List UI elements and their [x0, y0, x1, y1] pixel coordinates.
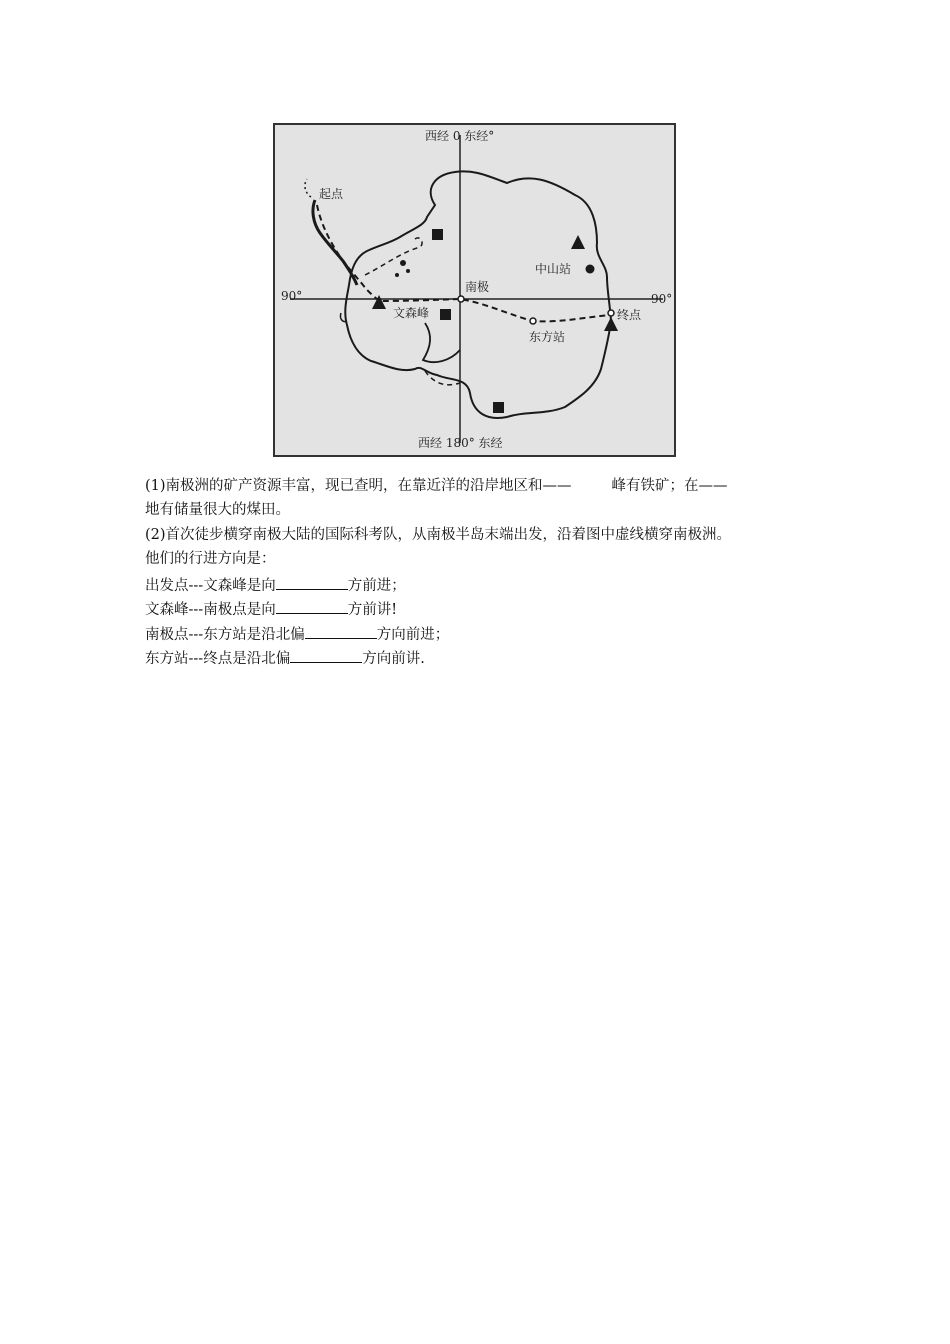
- coal-square-north: [432, 229, 443, 240]
- answer-blank-4[interactable]: [290, 648, 362, 663]
- island-dot: [395, 273, 399, 277]
- zhongshan-station-label: 中山站: [535, 262, 572, 276]
- island-dot: [400, 260, 406, 266]
- vinson-massif-label: 文森峰: [393, 306, 430, 320]
- leg-2-suffix: 方前讲!: [347, 602, 398, 618]
- iron-ore-triangle-east: [571, 235, 585, 249]
- ice-shelf-line: [423, 323, 460, 362]
- question-1-line-1: [145, 474, 728, 498]
- end-point-label: 终点: [617, 308, 642, 322]
- continent-outline: [345, 171, 611, 418]
- south-pole-dot: [458, 296, 464, 302]
- island-dot: [406, 269, 410, 273]
- answer-blank-2[interactable]: [276, 599, 348, 614]
- right-90-label: 90°: [651, 292, 673, 306]
- answer-blank-1[interactable]: [276, 575, 348, 590]
- zhongshan-station-dot: [586, 265, 595, 274]
- bottom-meridian-label: 西经 180° 东经: [418, 436, 503, 450]
- iron-ore-triangle-end: [604, 317, 618, 331]
- leg-3-line: [145, 623, 449, 647]
- south-pole-label: 南极: [465, 280, 490, 294]
- question-2-line-2: 他们的行进方向是：: [145, 551, 276, 567]
- leg-3-prefix: 南极点---东方站是沿北偏: [145, 627, 305, 643]
- leg-1-suffix: 方前进；: [347, 578, 406, 594]
- end-point-dot: [608, 310, 614, 316]
- start-point-label: 起点: [319, 187, 344, 201]
- leg-4-line: [145, 647, 425, 671]
- leg-1-line: [145, 574, 406, 598]
- question-1-line-2: 地有储量很大的煤田。: [145, 502, 290, 518]
- top-meridian-label: 西经 0 东经°: [425, 129, 495, 143]
- antarctic-peninsula: [313, 200, 357, 285]
- leg-1-prefix: 出发点---文森峰是向: [145, 578, 276, 594]
- coal-square-south: [493, 402, 504, 413]
- answer-blank-3[interactable]: [305, 624, 377, 639]
- antarctica-map: [273, 123, 676, 457]
- leg-2-prefix: 文森峰---南极点是向: [145, 602, 276, 618]
- leg-2-line: [145, 598, 397, 622]
- leg-4-prefix: 东方站---终点是沿北偏: [145, 651, 291, 667]
- question-2-line-1: (2)首次徒步横穿南极大陆的国际科考队，从南极半岛末端出发，沿着图中虚线横穿南极洲。: [145, 527, 732, 543]
- vostok-station-label: 东方站: [529, 330, 566, 344]
- q1-text-b: 峰有铁矿；在——: [611, 478, 728, 494]
- route-branch: [365, 238, 422, 275]
- leg-3-suffix: 方向前进；: [376, 627, 450, 643]
- q1-text-a: (1)南极洲的矿产资源丰富，现已查明，在靠近洋的沿岸地区和——: [145, 478, 572, 494]
- leg-4-suffix: 方向前讲.: [362, 651, 425, 667]
- peninsula-tip-dashes: [305, 179, 311, 197]
- iron-ore-triangle-west: [372, 295, 386, 309]
- left-90-label: 90°: [281, 289, 303, 303]
- coal-square-vinson: [440, 309, 451, 320]
- vostok-station-dot: [530, 318, 536, 324]
